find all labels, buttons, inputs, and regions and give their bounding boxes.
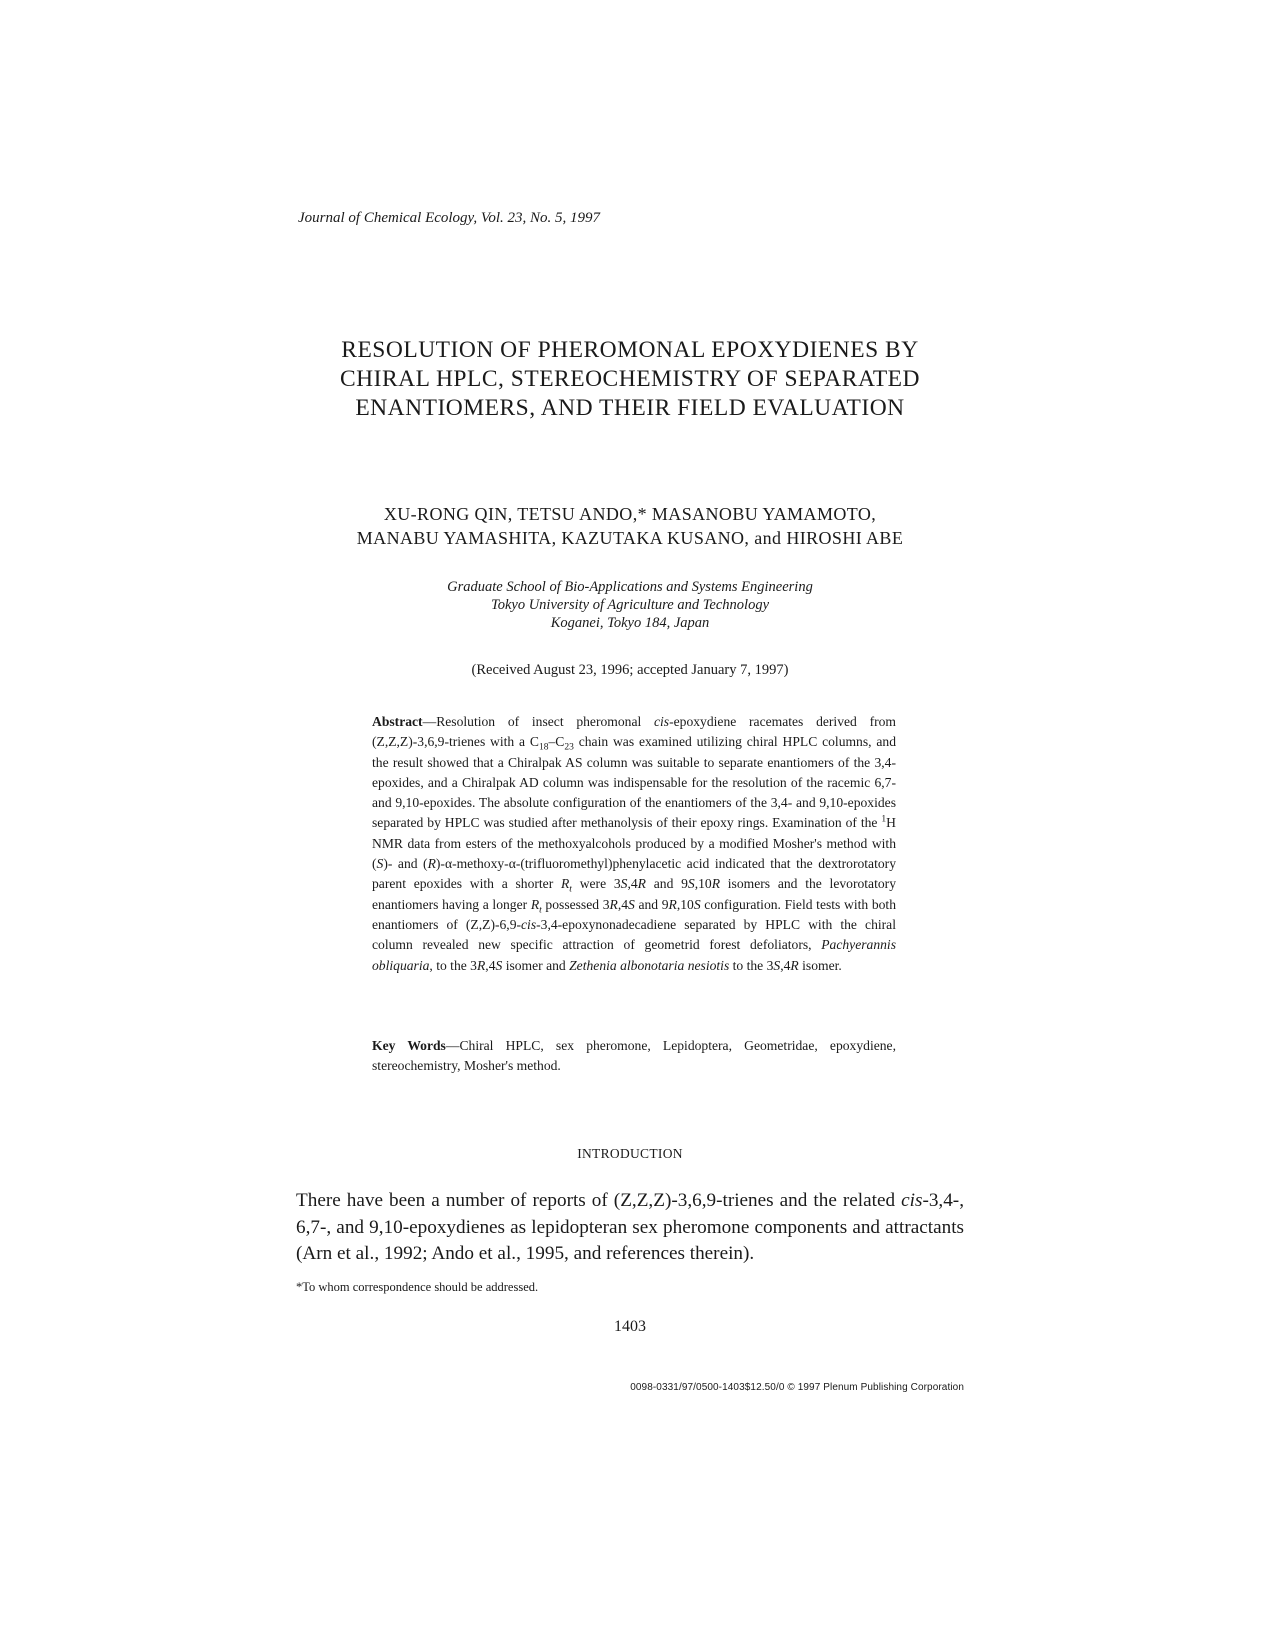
- abstract-text: to the 3: [729, 957, 774, 973]
- species-name: Zethenia albonotaria nesiotis: [569, 957, 730, 973]
- key-words: [372, 1036, 896, 1076]
- abstract-subscript: t: [539, 905, 542, 916]
- abstract-text: ,10: [694, 876, 712, 892]
- abstract-italic: R: [790, 957, 799, 973]
- section-heading-introduction: INTRODUCTION: [577, 1146, 683, 1161]
- abstract-italic: S: [620, 876, 628, 892]
- abstract-text: Resolution of insect pheromonal: [436, 714, 654, 729]
- abstract-italic: cis: [653, 714, 670, 729]
- abstract-italic: R: [609, 896, 618, 912]
- abstract-subscript: 23: [564, 743, 574, 754]
- abstract-text: configuration. Field tests with both enantiomers of (Z,Z)-6,9-: [372, 896, 896, 932]
- author-line: MANABU YAMASHITA, KAZUTAKA KUSANO, and HIROSHI ABE: [356, 528, 904, 548]
- abstract-italic: S: [628, 896, 635, 912]
- journal-citation: Journal of Chemical Ecology, Vol. 23, No. 5, 1997: [298, 210, 601, 226]
- abstract: [372, 712, 896, 976]
- introduction-paragraph: [296, 1188, 964, 1268]
- abstract-text: ,4: [617, 896, 629, 912]
- abstract-text: and 9: [634, 896, 669, 912]
- abstract-text: H NMR data from esters of the methoxyalcohols produced by a modified Mosher's method with (: [372, 815, 896, 872]
- author-list: [200, 502, 1060, 550]
- copyright-line: 0098-0331/97/0500-1403$12.50/0 © 1997 Plenum Publishing Corporation: [630, 1382, 964, 1393]
- abstract-subscript: t: [569, 885, 572, 896]
- abstract-text: ,4: [780, 957, 791, 973]
- species-name: Pachyerannis obliquaria: [372, 937, 896, 973]
- abstract-italic: R: [711, 876, 721, 892]
- affiliation-line: Tokyo University of Agriculture and Technology: [490, 597, 770, 613]
- intro-text: There have been a number of reports of (Z,Z,Z)-3,6,9-trienes and the related: [296, 1190, 902, 1211]
- author-line: XU-RONG QIN, TETSU ANDO,* MASANOBU YAMAMOTO,: [383, 504, 877, 524]
- abstract-italic: R: [560, 876, 570, 892]
- abstract-text: isomers and the levorotatory enantiomers having a longer: [372, 876, 896, 912]
- abstract-italic: R: [476, 957, 486, 973]
- key-words-text: —Chiral HPLC, sex pheromone, Lepidoptera, Geometridae, epoxydiene, stereochemistry, Mosher's method.: [372, 1038, 896, 1073]
- affiliation-line: Koganei, Tokyo 184, Japan: [550, 615, 710, 631]
- abstract-dash: —: [422, 714, 437, 729]
- affiliation-line: Graduate School of Bio-Applications and Systems Engineering: [447, 579, 813, 595]
- abstract-italic: S: [495, 957, 503, 973]
- received-dates: (Received August 23, 1996; accepted January 7, 1997): [471, 662, 789, 678]
- abstract-text: ,4: [485, 957, 496, 973]
- abstract-text: ,4: [627, 876, 638, 892]
- abstract-text: isomer and: [502, 957, 570, 973]
- abstract-italic: S: [773, 957, 781, 973]
- affiliation: [300, 578, 960, 632]
- intro-text: -3,4-, 6,7-, and 9,10-epoxydienes as lepidopteran sex pheromone components and attractants (Arn et al., 1992; Ando et al., 1995, and references therein).: [296, 1190, 964, 1264]
- abstract-text: isomer.: [798, 957, 842, 973]
- abstract-superscript: 1: [881, 814, 887, 825]
- abstract-text: chain was examined utilizing chiral HPLC columns, and the result showed that a Chiralpak AS column was suitable to separate enantiomers of the 3,4-epoxides, and a Chiralpak AD column was indispensable for the resolution of the racemic 6,7- and 9,10-epoxides. The absolute configuration of the enantiomers of the 3,4- and 9,10-epoxides separated by HPLC was studied after methanolysis of their epoxy rings. Examination of the: [372, 734, 896, 831]
- abstract-italic: S: [693, 896, 701, 912]
- abstract-text: ,10: [676, 896, 694, 912]
- key-words-label: Key Words: [372, 1038, 446, 1053]
- abstract-italic: R: [530, 896, 540, 912]
- abstract-text: –C: [548, 734, 565, 750]
- abstract-text: -epoxydiene racemates derived from (Z,Z,Z)-3,6,9-trienes with a C: [372, 714, 896, 750]
- title-line: ENANTIOMERS, AND THEIR FIELD EVALUATION: [355, 395, 905, 421]
- abstract-subscript: 18: [538, 743, 549, 754]
- correspondence-footnote: *To whom correspondence should be addressed.: [296, 1280, 539, 1294]
- abstract-text: possessed 3: [541, 896, 610, 912]
- abstract-text: )- and (: [383, 856, 428, 872]
- title-line: RESOLUTION OF PHEROMONAL EPOXYDIENES BY: [341, 337, 919, 363]
- abstract-italic: R: [427, 856, 436, 872]
- abstract-text: and 9: [645, 876, 688, 892]
- abstract-italic: R: [637, 876, 646, 892]
- page-number: 1403: [614, 1318, 646, 1335]
- abstract-italic: S: [376, 856, 384, 872]
- abstract-text: , to the 3: [429, 957, 477, 973]
- intro-italic: cis: [901, 1190, 923, 1211]
- abstract-italic: R: [668, 896, 677, 912]
- abstract-text: )-α-methoxy-α-(trifluoromethyl)phenylacetic acid indicated that the dextrorotatory parent epoxides with a shorter: [372, 856, 896, 892]
- abstract-italic: cis: [521, 916, 537, 932]
- title-line: CHIRAL HPLC, STEREOCHEMISTRY OF SEPARATED: [339, 366, 920, 392]
- abstract-italic: S: [687, 876, 695, 892]
- abstract-text: were 3: [571, 876, 621, 892]
- paper-title: [200, 336, 1060, 423]
- abstract-label: Abstract: [372, 714, 423, 729]
- abstract-text: -3,4-epoxynonadecadiene separated by HPLC with the chiral column revealed new specific attraction of geometrid forest defoliators,: [372, 916, 896, 953]
